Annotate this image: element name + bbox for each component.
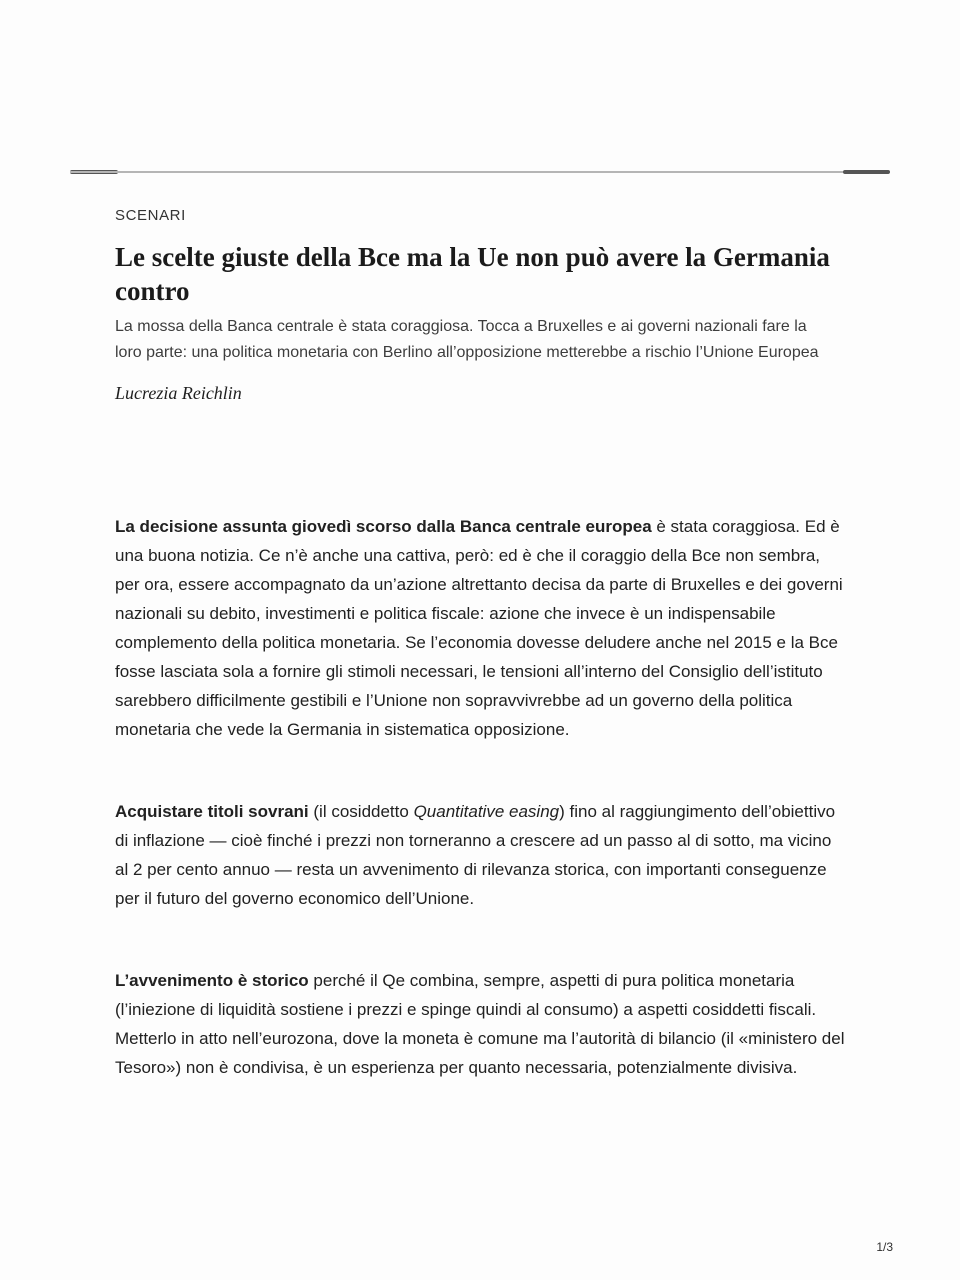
paragraph-segment: La decisione assunta giovedì scorso dalla Banca centrale europea <box>115 517 652 536</box>
article-body <box>115 512 847 1082</box>
article-paragraph <box>115 512 847 744</box>
paragraph-segment: è stata coraggiosa. Ed è una buona notizia. Ce n’è anche una cattiva, però: ed è che il coraggio della Bce non sembra, per ora, essere accompagnato da un’azione altrettanto decisa da parte di Bruxelles e dei governi nazionali su debito, investimenti e politica fiscale: azione che invece è un indispensabile complemento della politica monetaria. Se l’economia dovesse deludere anche nel 2015 e la Bce fosse lasciata sola a fornire gli stimoli necessari, le tensioni all’interno del Consiglio dell’istituto sarebbero difficilmente gestibili e l’Unione non sopravvivrebbe ad un governo della politica monetaria che vede la Germania in sistematica opposizione. <box>115 517 843 739</box>
article-title: Le scelte giuste della Bce ma la Ue non può avere la Germania contro <box>115 242 830 306</box>
article-paragraph <box>115 966 847 1082</box>
page-number: 1/3 <box>876 1240 893 1254</box>
paragraph-segment: (il cosiddetto <box>308 802 414 821</box>
paragraph-segment: Acquistare titoli sovrani <box>115 802 309 821</box>
article-subtitle: La mossa della Banca centrale è stata coraggiosa. Tocca a Bruxelles e ai governi nazionali fare la loro parte: una politica monetaria con Berlino all’opposizione metterebbe a rischio l’Unione Europea <box>115 318 819 361</box>
paragraph-segment: Quantitative easing <box>413 802 560 821</box>
paragraph-segment: perché il Qe combina, sempre, aspetti di pura politica monetaria (l’iniezione di liquidità sostiene i prezzi e spinge quindi al consumo) a aspetti cosiddetti fiscali. Metterlo in atto nell’eurozona, dove la moneta è comune ma l’autorità di bilancio (il «ministero del Tesoro») non è condivisa, è un esperienza per quanto necessaria, potenzialmente divisiva. <box>115 971 845 1077</box>
paragraph-segment: ) fino al raggiungimento dell’obiettivo di inflazione — cioè finché i prezzi non torneranno a crescere ad un passo al di sotto, ma vicino al 2 per cento annuo — resta un avvenimento di rilevanza storica, con importanti conseguenze per il futuro del governo economico dell’Unione. <box>115 802 836 908</box>
article-paragraph <box>115 797 847 913</box>
section-kicker: SCENARI <box>115 207 186 224</box>
article-content <box>115 207 847 1082</box>
paragraph-segment: L’avvenimento è storico <box>115 971 309 990</box>
header-rule-right-cap <box>843 170 890 174</box>
article-author: Lucrezia Reichlin <box>115 383 242 403</box>
header-rule <box>70 171 890 173</box>
